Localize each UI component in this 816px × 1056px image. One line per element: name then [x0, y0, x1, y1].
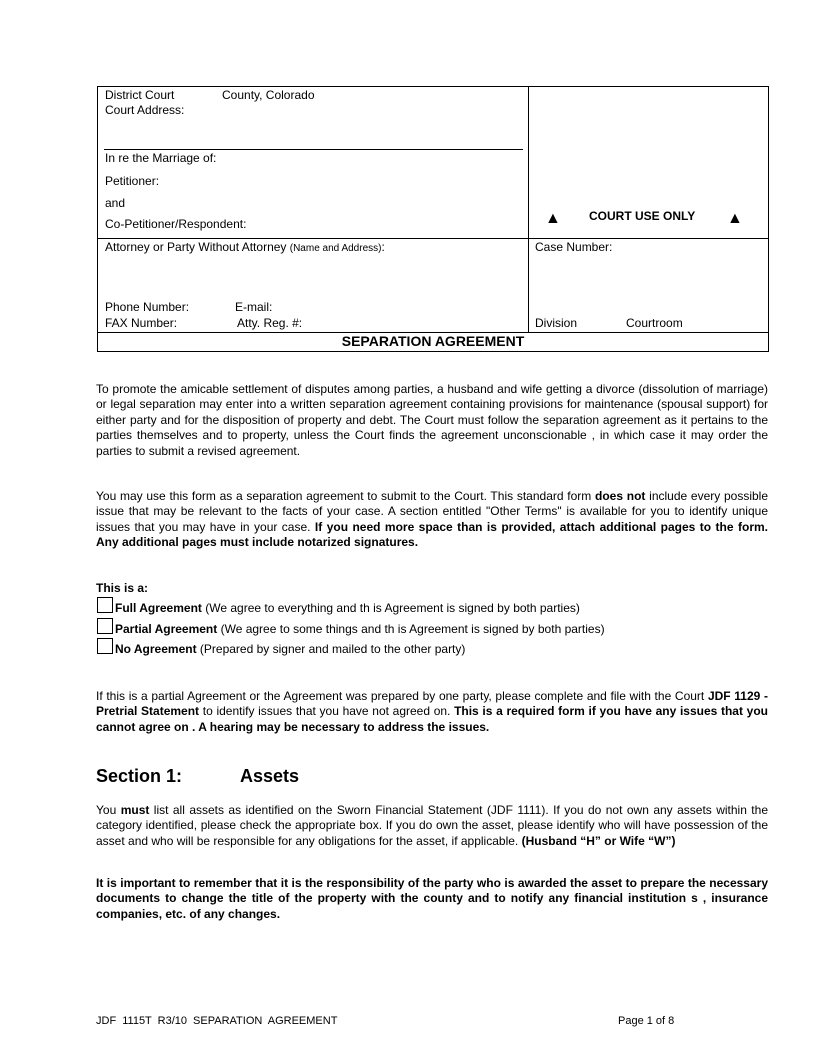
partial-agreement-checkbox[interactable]: [97, 618, 113, 634]
petitioner-label: Petitioner:: [105, 174, 160, 188]
and-label: and: [105, 196, 126, 210]
full-agreement-checkbox[interactable]: [97, 597, 113, 613]
co-petitioner-label: Co-Petitioner/Respondent:: [105, 217, 247, 231]
footer-form-id: JDF 1115T R3/10 SEPARATION AGREEMENT: [96, 1015, 338, 1027]
email-label: E-mail:: [235, 300, 273, 314]
court-address-label: Court Address:: [105, 103, 185, 117]
caption-divider: [97, 238, 769, 239]
caption-divider: [528, 86, 529, 333]
form-title: SEPARATION AGREEMENT: [341, 333, 525, 349]
address-line: [104, 149, 523, 150]
full-agreement-option: Full Agreement (We agree to everything and th is Agreement is signed by both parties): [115, 601, 580, 615]
county-label: County, Colorado: [222, 88, 315, 102]
section-title: Assets: [240, 766, 300, 786]
atty-reg-label: Atty. Reg. #:: [237, 316, 303, 330]
assets-instructions: You must list all assets as identified on the Sworn Financial Statement (JDF 1111). If you do not own any assets within the category identified, please check the appropriate box. If you do own the asset, please identify who will have possession of the asset and who will be responsible for any obligations for the asset, if applicable. (Husband “H” or Wife “W”): [96, 803, 768, 848]
court-use-only: COURT USE ONLY: [589, 209, 696, 223]
partial-agreement-option: Partial Agreement (We agree to some things and th is Agreement is signed by both parties): [115, 622, 605, 636]
triangle-icon: ▲: [727, 210, 743, 227]
fax-label: FAX Number:: [105, 316, 178, 330]
court-label: District Court: [105, 88, 175, 102]
partial-agreement-paragraph: If this is a partial Agreement or the Agreement was prepared by one party, please complete and file with the Court JDF 1129 - Pretrial Statement to identify issues that you have not agreed on. This is a required form if you have any issues that you cannot agree on . A hearing may be necessary to address the issues.: [96, 689, 768, 734]
instructions-paragraph: You may use this form as a separation agreement to submit to the Court. This standard form does not include every possible issue that may be relevant to the facts of your case. A section entitled "Other Terms" is available for you to identify unique issues that you may have in your case. If you need more space than is provided, attach additional pages to the form. Any additional pages must include notarized signatures.: [96, 489, 769, 550]
no-agreement-option: No Agreement (Prepared by signer and mailed to the other party): [115, 642, 466, 656]
triangle-icon: ▲: [545, 210, 561, 227]
agreement-type-heading: This is a:: [96, 581, 149, 595]
attorney-label: Attorney or Party Without Attorney (Name and Address):: [105, 240, 385, 254]
assets-notice: It is important to remember that it is the responsibility of the party who is awarded the asset to prepare the necessary documents to change the title of the property with the county and to notify any financial institution s , insurance companies, etc. of any changes.: [96, 876, 768, 921]
footer-page-number: Page 1 of 8: [618, 1015, 675, 1027]
courtroom-label: Courtroom: [626, 316, 683, 330]
no-agreement-checkbox[interactable]: [97, 638, 113, 654]
division-label: Division: [535, 316, 578, 330]
section-number: Section 1:: [96, 766, 183, 786]
marriage-label: In re the Marriage of:: [105, 151, 217, 165]
phone-label: Phone Number:: [105, 300, 190, 314]
intro-paragraph: To promote the amicable settlement of disputes among parties, a husband and wife getting a divorce (dissolution of marriage) or legal separation may enter into a written separation agreement containing provisions for maintenance (spousal support) for either party and for the disposition of property and debt. The Court must follow the separation agreement as it pertains to the parties themselves and to property, unless the Court finds the agreement unconscionable , in which case it may order the parties to submit a revised agreement.: [96, 382, 768, 458]
case-number-label: Case Number:: [535, 240, 613, 254]
